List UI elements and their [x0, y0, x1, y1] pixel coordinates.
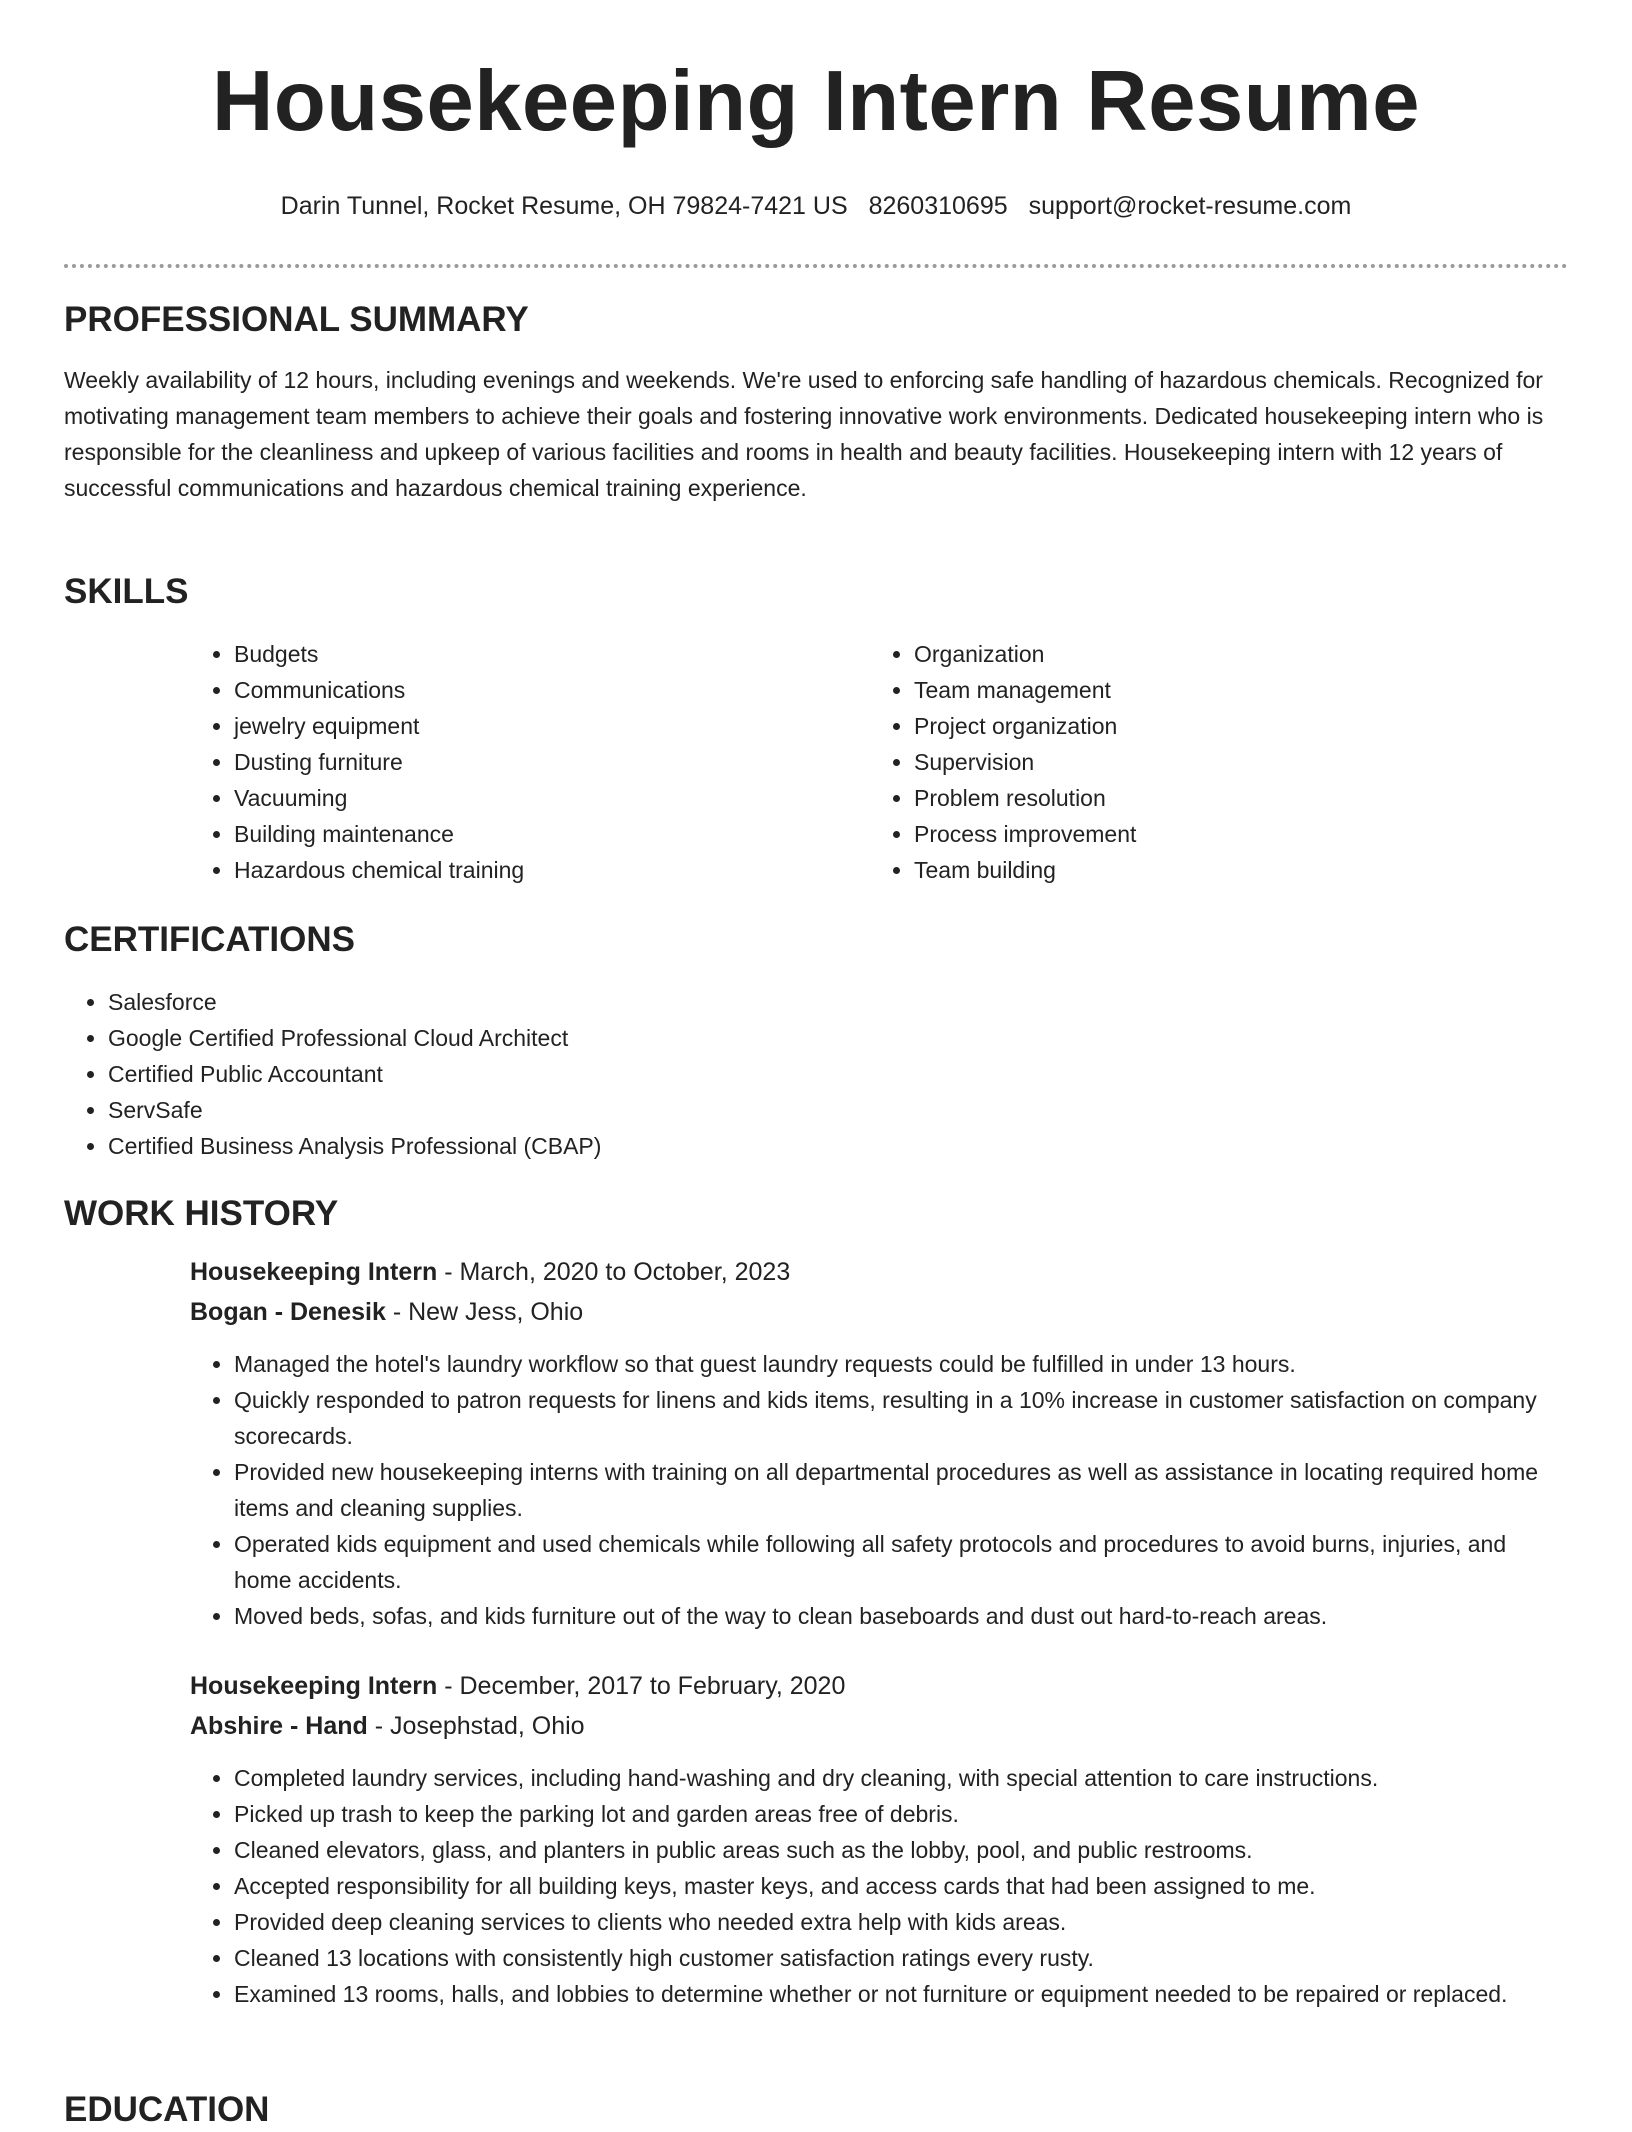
skill-item: • Building maintenance	[234, 816, 870, 852]
job-dates: - December, 2017 to February, 2020	[437, 1672, 846, 1700]
skill-item: • Problem resolution	[914, 780, 1550, 816]
skills-list-right	[870, 636, 1550, 888]
skill-item: • Supervision	[914, 744, 1550, 780]
contact-address: Darin Tunnel, Rocket Resume, OH 79824-7421 US	[280, 192, 848, 220]
skills-list-left	[190, 636, 870, 888]
skills-heading: SKILLS	[64, 572, 189, 611]
job-company: Bogan - Denesik	[190, 1298, 386, 1326]
skill-item: • Communications	[234, 672, 870, 708]
certifications-heading: CERTIFICATIONS	[64, 920, 356, 959]
job-bullet: • Accepted responsibility for all building keys, master keys, and access cards that had been assigned to me.	[234, 1868, 1568, 1904]
skills-column-left	[190, 636, 870, 888]
certification-item: • Certified Business Analysis Professional (CBAP)	[108, 1128, 1568, 1164]
skills-section	[64, 570, 1568, 888]
skill-item: • Vacuuming	[234, 780, 870, 816]
job-entry	[190, 1252, 1568, 1634]
job-entry	[190, 1666, 1568, 2012]
summary-section	[64, 298, 1568, 506]
skill-item: • Organization	[914, 636, 1550, 672]
skill-item: • Dusting furniture	[234, 744, 870, 780]
job-location: - Josephstad, Ohio	[367, 1712, 585, 1740]
skill-item: • Team building	[914, 852, 1550, 888]
job-company: Abshire - Hand	[190, 1712, 368, 1740]
certifications-section	[64, 918, 1568, 1164]
job-bullet: • Moved beds, sofas, and kids furniture out of the way to clean baseboards and dust out hard-to-reach areas.	[234, 1598, 1568, 1634]
certification-item: • Certified Public Accountant	[108, 1056, 1568, 1092]
skill-item: • Project organization	[914, 708, 1550, 744]
skill-item: • Budgets	[234, 636, 870, 672]
job-company-line	[190, 1706, 1568, 1746]
certification-item: • Salesforce	[108, 984, 1568, 1020]
summary-heading: PROFESSIONAL SUMMARY	[64, 300, 529, 339]
job-title-line	[190, 1666, 1568, 1706]
skill-item: • Team management	[914, 672, 1550, 708]
skill-item: • jewelry equipment	[234, 708, 870, 744]
contact-line	[64, 190, 1568, 222]
job-bullets	[190, 1760, 1568, 2012]
job-bullet: • Operated kids equipment and used chemicals while following all safety protocols and procedures to avoid burns, injuries, and home accidents.	[234, 1526, 1568, 1598]
job-bullet: • Managed the hotel's laundry workflow so that guest laundry requests could be fulfilled in under 13 hours.	[234, 1346, 1568, 1382]
summary-text: Weekly availability of 12 hours, including evenings and weekends. We're used to enforcing safe handling of hazardous chemicals. Recognized for motivating management team members to achieve their goals and fostering innovative work environments. Dedicated housekeeping intern who is responsible for the cleanliness and upkeep of various facilities and rooms in health and beauty facilities. Housekeeping intern with 12 years of successful communications and hazardous chemical training experience.	[64, 367, 1544, 501]
certification-item: • ServSafe	[108, 1092, 1568, 1128]
header-divider	[64, 264, 1568, 268]
job-bullet: • Examined 13 rooms, halls, and lobbies to determine whether or not furniture or equipment needed to be repaired or replaced.	[234, 1976, 1568, 2012]
certifications-list	[64, 984, 1568, 1164]
job-bullet: • Quickly responded to patron requests for linens and kids items, resulting in a 10% increase in customer satisfaction on company scorecards.	[234, 1382, 1568, 1454]
contact-phone: 8260310695	[868, 192, 1008, 220]
job-company-line	[190, 1292, 1568, 1332]
resume-title: Housekeeping Intern Resume	[211, 54, 1421, 149]
job-bullet: • Picked up trash to keep the parking lot and garden areas free of debris.	[234, 1796, 1568, 1832]
job-bullet: • Cleaned elevators, glass, and planters in public areas such as the lobby, pool, and public restrooms.	[234, 1832, 1568, 1868]
job-bullet: • Provided deep cleaning services to clients who needed extra help with kids areas.	[234, 1904, 1568, 1940]
job-title: Housekeeping Intern	[190, 1672, 438, 1700]
work-history-heading: WORK HISTORY	[64, 1194, 339, 1233]
skills-grid	[190, 636, 1568, 888]
job-bullet: • Completed laundry services, including hand-washing and dry cleaning, with special attention to care instructions.	[234, 1760, 1568, 1796]
job-bullet: • Provided new housekeeping interns with training on all departmental procedures as well as assistance in locating required home items and cleaning supplies.	[234, 1454, 1568, 1526]
education-heading: EDUCATION	[64, 2090, 270, 2129]
job-location: - New Jess, Ohio	[385, 1298, 584, 1326]
job-dates: - March, 2020 to October, 2023	[437, 1258, 791, 1286]
certification-item: • Google Certified Professional Cloud Architect	[108, 1020, 1568, 1056]
work-history-section	[64, 1192, 1568, 2012]
job-title-line	[190, 1252, 1568, 1292]
skill-item: • Hazardous chemical training	[234, 852, 870, 888]
job-title: Housekeeping Intern	[190, 1258, 438, 1286]
education-section	[64, 2088, 1568, 2132]
skill-item: • Process improvement	[914, 816, 1550, 852]
job-bullet: • Cleaned 13 locations with consistently high customer satisfaction ratings every rusty.	[234, 1940, 1568, 1976]
job-bullets	[190, 1346, 1568, 1634]
skills-column-right	[870, 636, 1550, 888]
contact-email: support@rocket-resume.com	[1028, 192, 1352, 220]
resume-page	[64, 0, 1568, 2129]
